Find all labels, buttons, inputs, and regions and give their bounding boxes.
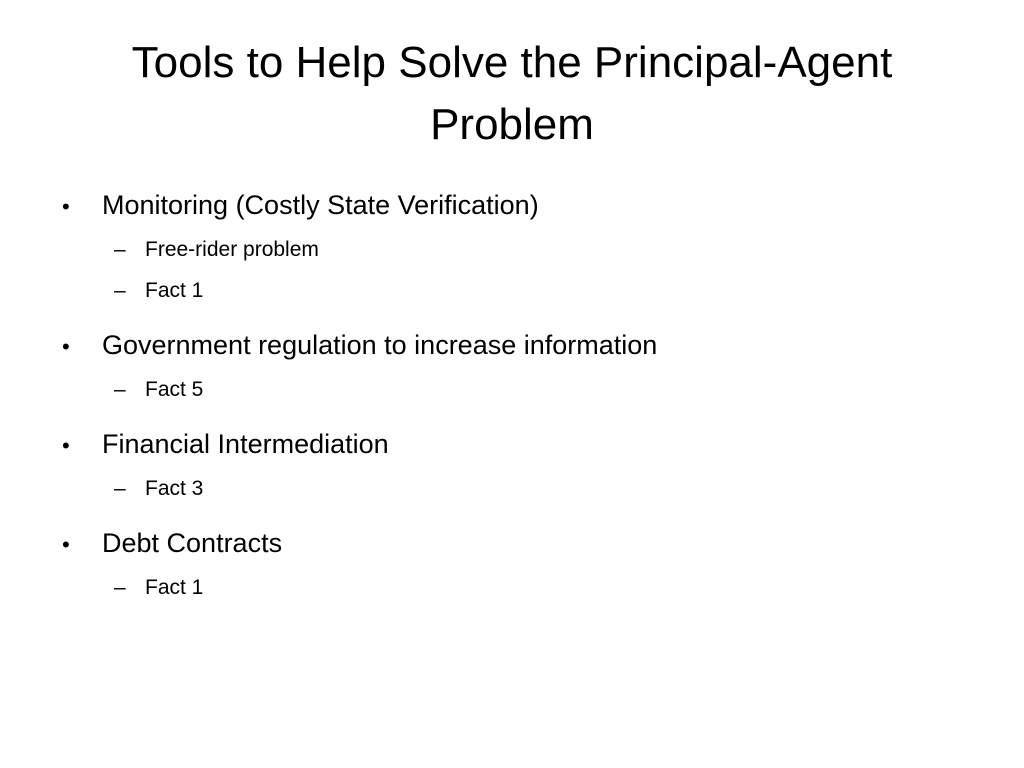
sub-item-text: Fact 1 xyxy=(145,279,204,302)
slide-title-line-2: Problem xyxy=(430,100,594,149)
bullet-text: Monitoring (Costly State Verification) xyxy=(102,190,539,220)
bullet-item-monitoring xyxy=(60,183,960,311)
sub-item-text: Fact 3 xyxy=(145,477,204,500)
bullet-list xyxy=(60,183,960,608)
sub-item-text: Fact 1 xyxy=(145,576,204,599)
slide-title-line-1: Tools to Help Solve the Principal-Agent xyxy=(131,38,893,87)
dash-icon: – xyxy=(114,576,126,599)
sub-item-text: Free-rider problem xyxy=(145,238,319,261)
sub-list xyxy=(60,369,960,410)
sub-list xyxy=(60,229,960,311)
bullet-dot-icon: • xyxy=(62,194,70,219)
bullet-text: Government regulation to increase information xyxy=(102,330,658,360)
sub-item xyxy=(114,229,960,270)
bullet-item-financial-intermediation xyxy=(60,422,960,509)
dash-icon: – xyxy=(114,477,126,500)
bullet-text: Financial Intermediation xyxy=(102,429,389,459)
sub-item xyxy=(114,468,960,509)
sub-list xyxy=(60,567,960,608)
slide-title xyxy=(40,32,984,156)
bullet-item-government-regulation xyxy=(60,323,960,410)
dash-icon: – xyxy=(114,238,126,261)
slide-content xyxy=(60,183,960,620)
dash-icon: – xyxy=(114,279,126,302)
sub-item xyxy=(114,270,960,311)
sub-list xyxy=(60,468,960,509)
sub-item xyxy=(114,567,960,608)
sub-item xyxy=(114,369,960,410)
dash-icon: – xyxy=(114,378,126,401)
bullet-item-debt-contracts xyxy=(60,521,960,608)
sub-item-text: Fact 5 xyxy=(145,378,204,401)
bullet-dot-icon: • xyxy=(62,433,70,458)
bullet-dot-icon: • xyxy=(62,334,70,359)
bullet-dot-icon: • xyxy=(62,532,70,557)
bullet-text: Debt Contracts xyxy=(102,528,283,558)
